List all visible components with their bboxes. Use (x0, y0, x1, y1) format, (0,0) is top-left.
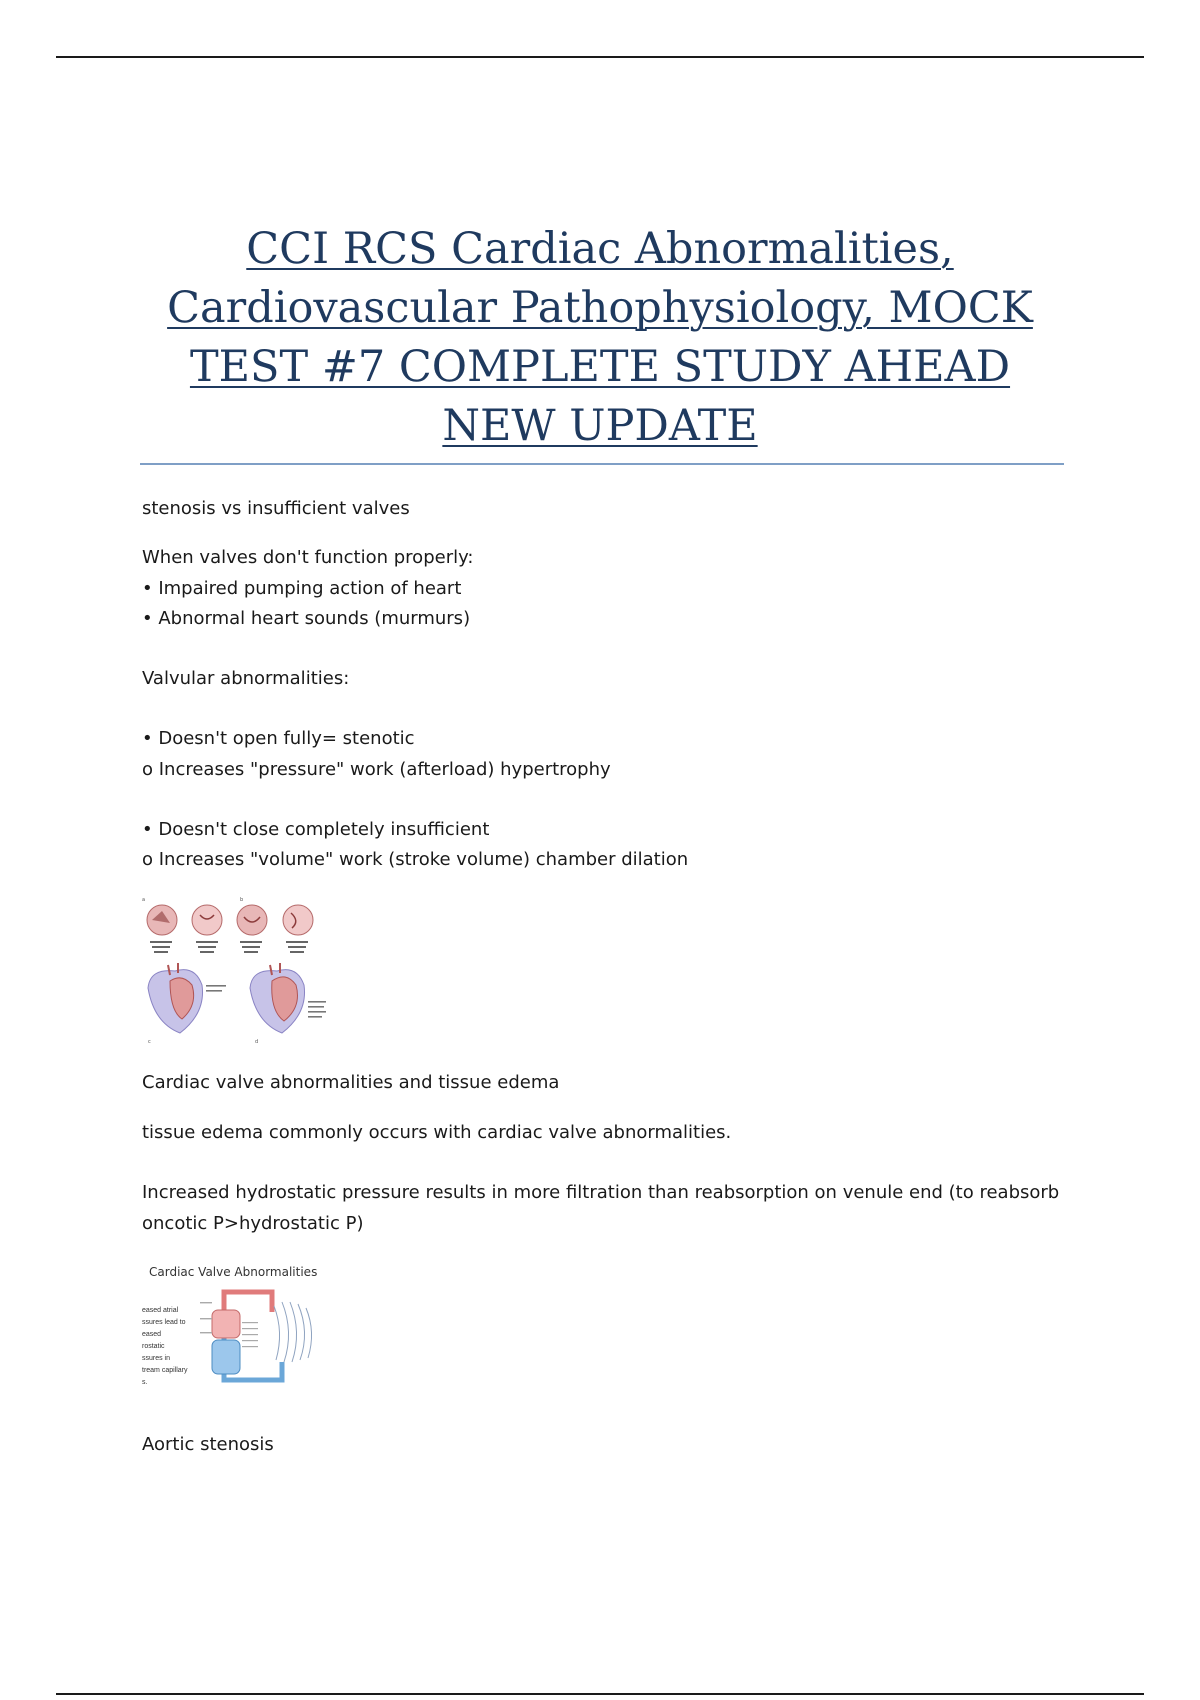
bullet-impaired-pumping: • Impaired pumping action of heart (142, 578, 462, 599)
paragraph-valves-dont-function: When valves don't function properly: (142, 547, 474, 568)
panel-label-d: d (255, 1039, 259, 1045)
edema-caption (142, 1307, 188, 1386)
svg-text:rostatic: rostatic (142, 1343, 165, 1350)
heart-illustration-left (148, 963, 203, 1033)
paragraph-hydrostatic-pressure: Increased hydrostatic pressure results in more filtration than reabsorption on venule end (to reabsorb oncotic P>hydrostatic P) (142, 1182, 1060, 1234)
edema-circulation-figure (142, 1262, 332, 1394)
circulation-loop (212, 1292, 282, 1380)
svg-text:ssures lead to: ssures lead to (142, 1319, 186, 1326)
page-bottom-rule (56, 1693, 1144, 1695)
panel-label-a: a (142, 897, 146, 903)
panel-label-c: c (148, 1039, 151, 1045)
paragraph-aortic-stenosis: Aortic stenosis (142, 1434, 274, 1455)
valve-diagram-figure (140, 893, 330, 1051)
edema-figure-title: Cardiac Valve Abnormalities (149, 1265, 318, 1279)
valve-caption-lines (150, 941, 308, 953)
page-top-rule (56, 56, 1144, 58)
paragraph-valve-abnormalities-edema: Cardiac valve abnormalities and tissue edema (142, 1072, 560, 1093)
bullet-doesnt-close-completely: • Doesn't close completely insufficient (142, 819, 490, 840)
valve-cross-sections (147, 905, 313, 935)
document-title: CCI RCS Cardiac Abnormalities, Cardiovascular Pathophysiology, MOCK TEST #7 COMPLETE STUDY AHEAD NEW UPDATE (167, 224, 1033, 451)
title-underline-rule (140, 463, 1064, 465)
svg-text:s.: s. (142, 1379, 148, 1386)
sub-bullet-volume-work: o Increases "volume" work (stroke volume) chamber dilation (142, 849, 689, 870)
svg-text:eased: eased (142, 1331, 162, 1338)
capillary-bed (274, 1302, 312, 1362)
panel-label-b: b (240, 897, 244, 903)
svg-text:ssures in: ssures in (142, 1355, 171, 1362)
paragraph-stenosis-vs-insufficient: stenosis vs insufficient valves (142, 498, 410, 519)
paragraph-valvular-abnormalities: Valvular abnormalities: (142, 668, 350, 689)
bullet-doesnt-open-fully: • Doesn't open fully= stenotic (142, 728, 415, 749)
bullet-abnormal-heart-sounds: • Abnormal heart sounds (murmurs) (142, 608, 471, 629)
paragraph-tissue-edema: tissue edema commonly occurs with cardiac valve abnormalities. (142, 1122, 732, 1143)
sub-bullet-pressure-work: o Increases "pressure" work (afterload) hypertrophy (142, 759, 611, 780)
heart-illustration-right (250, 963, 305, 1033)
svg-text:eased atrial: eased atrial (142, 1307, 179, 1314)
svg-text:tream capillary: tream capillary (142, 1367, 188, 1374)
